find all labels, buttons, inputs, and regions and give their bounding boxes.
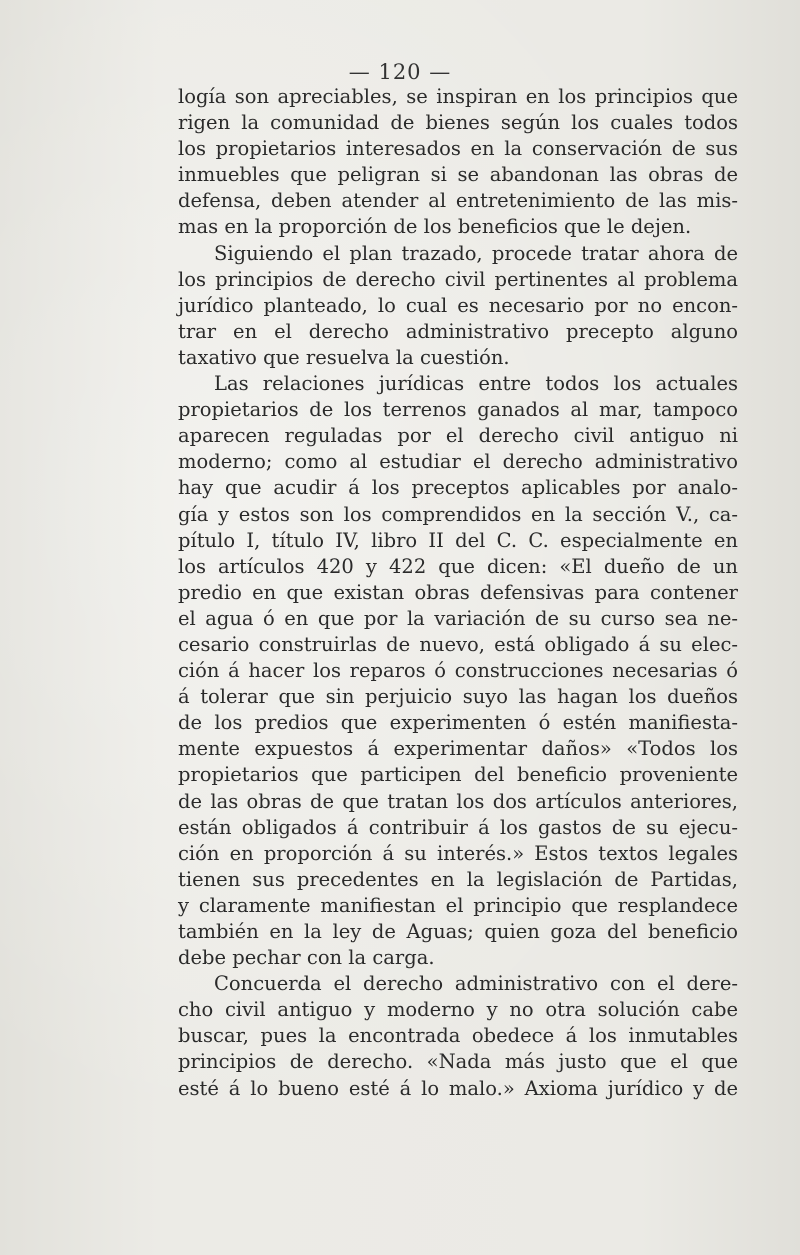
text-line: también en la ley de Aguas; quien goza del beneficio	[178, 920, 738, 943]
text-line: propietarios de los terrenos ganados al mar, tampoco	[178, 398, 738, 422]
text-line: esté á lo bueno esté á lo malo.» Axioma jurídico y de	[178, 1076, 738, 1100]
text-line: mente expuestos á experimentar daños» «Todos los	[178, 737, 738, 761]
text-line: taxativo que resuelva la cuestión.	[178, 345, 510, 369]
text-line: tienen sus precedentes en la legislación de Partidas,	[178, 867, 738, 891]
text-line: de los predios que experimenten ó estén manifiesta-	[178, 711, 738, 735]
text-line: defensa, deben atender al entretenimiento de las mis-	[178, 189, 738, 213]
text-line: principios de derecho. «Nada más justo que el que	[178, 1050, 738, 1074]
text-line: los artículos 420 y 422 que dicen: «El dueño de un	[178, 554, 738, 578]
text-line: logía son apreciables, se inspiran en los principios que	[178, 85, 738, 108]
text-line: predio en que existan obras defensivas para contener	[178, 580, 738, 604]
text-line: rigen la comunidad de bienes según los cuales todos	[178, 111, 738, 135]
text-line: propietarios que participen del beneficio proveniente	[178, 763, 738, 787]
page-number: — 120 —	[348, 60, 452, 84]
text-line: debe pechar con la carga.	[178, 946, 435, 970]
text-line: gía y estos son los comprendidos en la sección V., ca-	[178, 502, 738, 526]
text-line: aparecen reguladas por el derecho civil antiguo ni	[178, 424, 738, 448]
text-line: pítulo I, título IV, libro II del C. C. especialmente en	[178, 528, 738, 552]
text-line: y claramente manifiestan el principio que resplandece	[178, 893, 738, 917]
body-text	[178, 84, 738, 1102]
text-line: mas en la proporción de los beneficios que le dejen.	[178, 215, 692, 239]
text-line: inmuebles que peligran si se abandonan las obras de	[178, 163, 738, 187]
text-line: ción en proporción á su interés.» Estos textos legales	[178, 841, 738, 865]
text-line: Siguiendo el plan trazado, procede tratar ahora de	[214, 241, 738, 265]
text-line: los propietarios interesados en la conservación de sus	[178, 137, 738, 161]
text-line: están obligados á contribuir á los gastos de su ejecu-	[178, 815, 738, 839]
text-line: cesario construirlas de nuevo, está obligado á su elec-	[178, 632, 738, 656]
text-line: el agua ó en que por la variación de su curso sea ne-	[178, 606, 738, 630]
text-line: hay que acudir á los preceptos aplicables por analo-	[178, 476, 738, 500]
text-line: á tolerar que sin perjuicio suyo las hagan los dueños	[178, 685, 738, 709]
text-line: ción á hacer los reparos ó construcciones necesarias ó	[178, 659, 738, 683]
text-line: trar en el derecho administrativo precepto alguno	[178, 319, 738, 343]
text-line: de las obras de que tratan los dos artículos anteriores,	[178, 789, 738, 813]
text-line: buscar, pues la encontrada obedece á los inmutables	[178, 1024, 738, 1048]
text-line: Las relaciones jurídicas entre todos los actuales	[214, 372, 738, 396]
text-line: cho civil antiguo y moderno y no otra solución cabe	[178, 998, 738, 1022]
text-line: jurídico planteado, lo cual es necesario por no encon-	[178, 293, 738, 317]
text-line: los principios de derecho civil pertinentes al problema	[178, 267, 738, 291]
text-line: moderno; como al estudiar el derecho administrativo	[178, 450, 738, 474]
text-line: Concuerda el derecho administrativo con el dere-	[214, 972, 738, 996]
